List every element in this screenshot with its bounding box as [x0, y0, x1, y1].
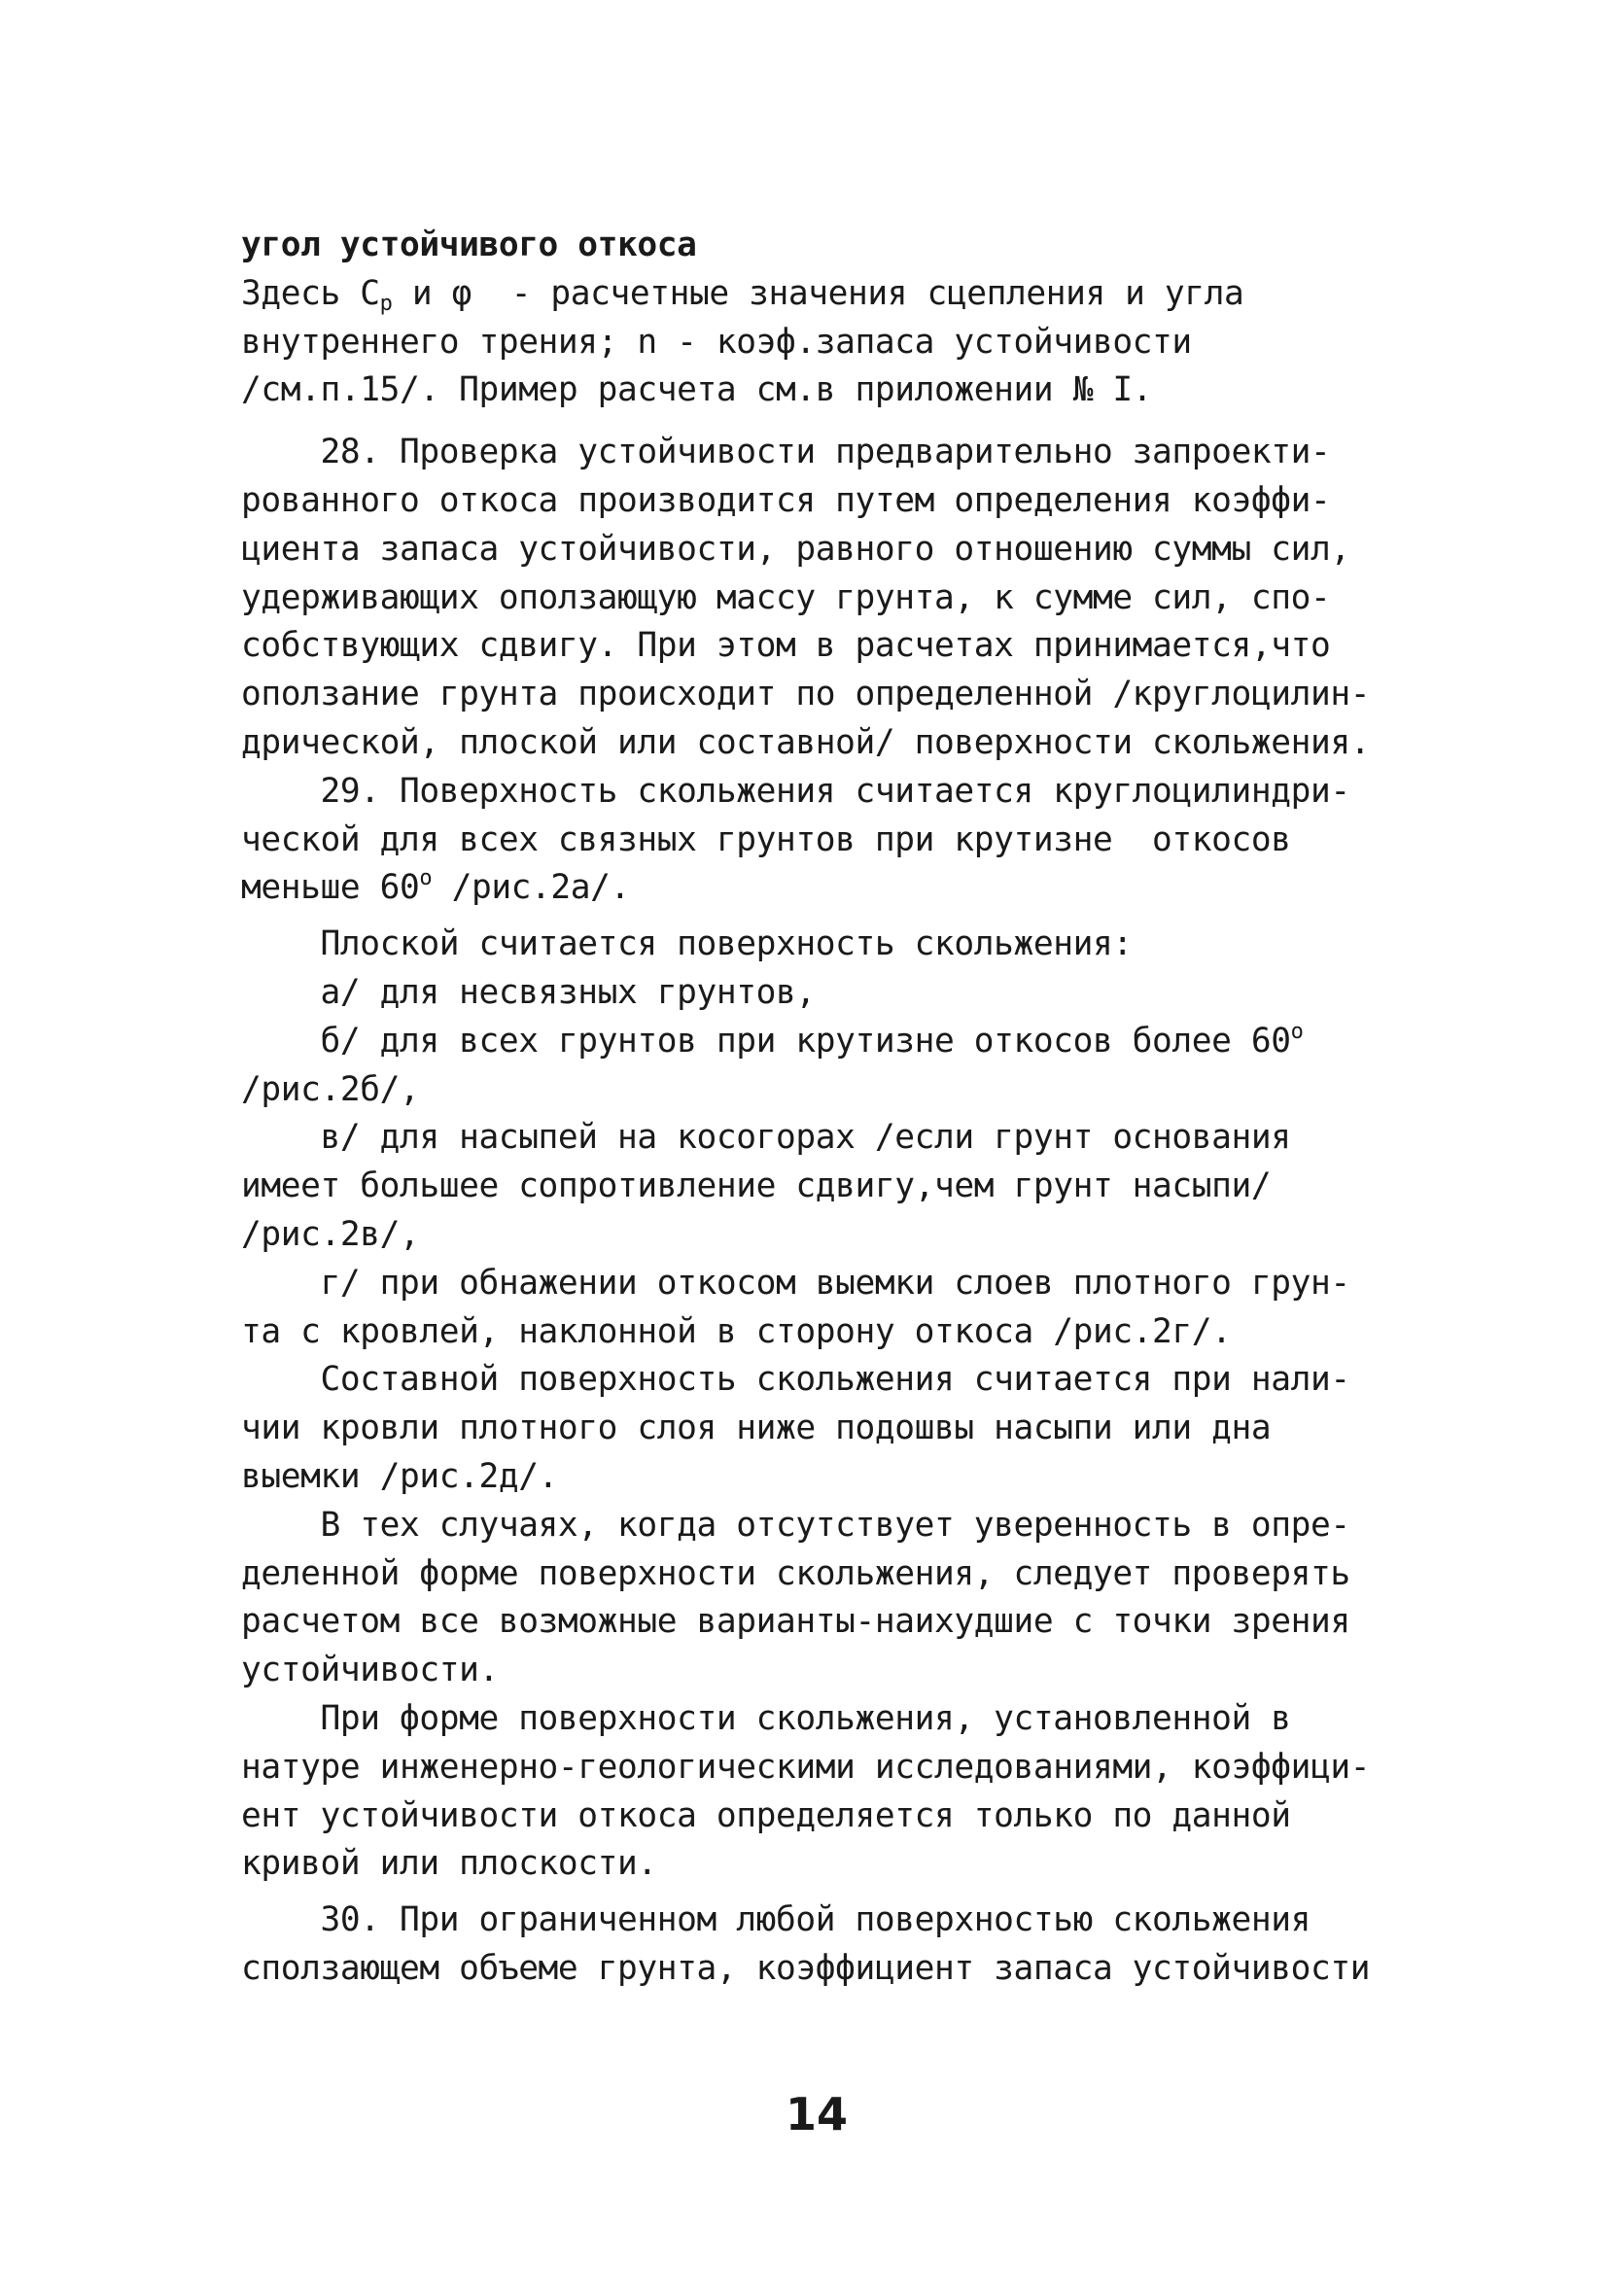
text-line: 29. Поверхность скольжения считается круглоцилиндри-	[241, 771, 1350, 811]
text-line: выемки /рис.2д/.	[241, 1456, 558, 1496]
text-line: Здесь $C_р$ и φ - расчетные значения сцепления и угла	[241, 273, 1244, 316]
text-line: натуре инженерно-геологическими исследованиями, коэффици-	[241, 1747, 1371, 1787]
text-line: циента запаса устойчивости, равного отношению суммы сил,	[241, 529, 1350, 569]
page-number: 14	[786, 2088, 849, 2140]
text-line: В тех случаях, когда отсутствует уверенность в опре-	[241, 1505, 1350, 1545]
text-line: оползание грунта происходит по определенной /круглоцилин-	[241, 675, 1371, 714]
text-line: угол устойчивого откоса	[241, 226, 697, 264]
text-line: деленной форме поверхности скольжения, следует проверять	[241, 1553, 1350, 1593]
text-line: а/ для несвязных грунтов,	[241, 972, 816, 1012]
document-body	[241, 222, 1437, 1994]
text-line: Плоской считается поверхность скольжения:	[241, 924, 1133, 964]
text-line: б/ для всех грунтов при крутизне откосов более $60^о$	[241, 1019, 1304, 1061]
text-line: меньше $60^о$ /рис.2а/.	[241, 866, 630, 908]
text-line: та с кровлей, наклонной в сторону откоса /рис.2г/.	[241, 1311, 1232, 1351]
text-line: г/ при обнажении откосом выемки слоев плотного грун-	[241, 1263, 1350, 1303]
text-line: собствующих сдвигу. При этом в расчетах принимается,что	[241, 626, 1331, 666]
text-line: 30. При ограниченном любой поверхностью скольжения	[241, 1900, 1311, 1940]
text-line: кривой или плоскости.	[241, 1844, 657, 1884]
text-line: в/ для насыпей на косогорах /если грунт основания	[241, 1118, 1291, 1158]
text-line: /рис.2б/,	[241, 1069, 420, 1109]
text-line: При форме поверхности скольжения, установленной в	[241, 1698, 1291, 1738]
text-line: имеет большее сопротивление сдвигу,чем грунт насыпи/	[241, 1166, 1272, 1206]
text-line: рованного откоса производится путем определения коэффи-	[241, 480, 1331, 520]
text-line: /рис.2в/,	[241, 1214, 420, 1254]
text-line: устойчивости.	[241, 1651, 499, 1690]
text-line: сползающем объеме грунта, коэффициент запаса устойчивости	[241, 1948, 1371, 1988]
text-line: ческой для всех связных грунтов при крутизне откосов	[241, 819, 1291, 859]
text-line: внутреннего трения; n - коэф.запаса устойчивости	[241, 322, 1192, 362]
text-line: удерживающих оползающую массу грунта, к сумме сил, спо-	[241, 577, 1331, 617]
text-line: дрической, плоской или составной/ поверхности скольжения.	[241, 722, 1371, 762]
text-line: 28. Проверка устойчивости предварительно запроекти-	[241, 433, 1331, 472]
text-line: ент устойчивости откоса определяется только по данной	[241, 1795, 1291, 1835]
text-line: чии кровли плотного слоя ниже подошвы насыпи или дна	[241, 1409, 1272, 1448]
text-line: расчетом все возможные варианты-наихудшие с точки зрения	[241, 1602, 1350, 1642]
text-line: Составной поверхность скольжения считается при нали-	[241, 1360, 1350, 1400]
text-line: /см.п.15/. Пример расчета см.в приложении № I.	[241, 370, 1153, 410]
